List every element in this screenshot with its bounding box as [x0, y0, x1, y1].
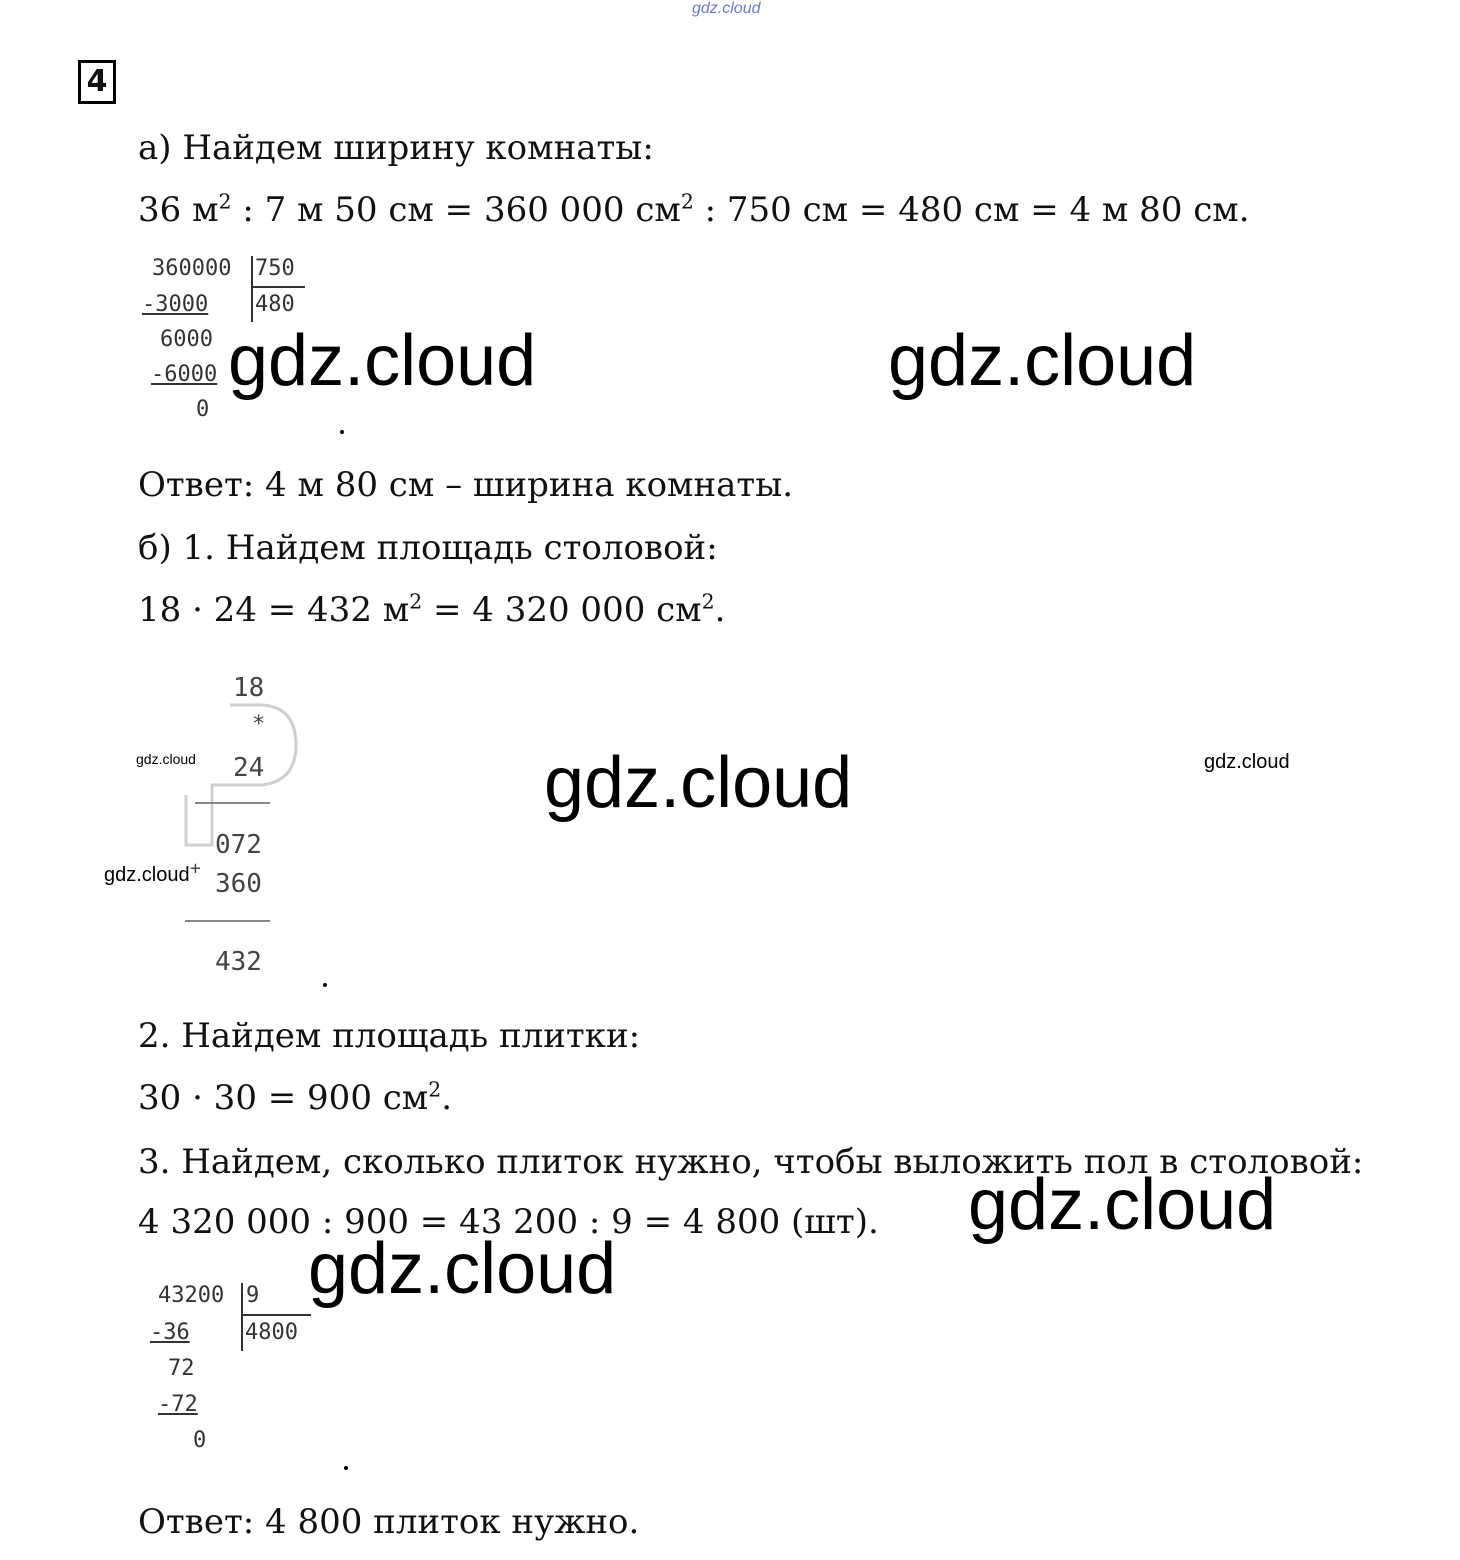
- div-a-dot: [340, 430, 344, 434]
- watermark-1: gdz.cloud: [228, 321, 537, 401]
- div-b-dot: [344, 1466, 348, 1470]
- part-b-step3: 3. Найдем, сколько плиток нужно, чтобы выложить пол в столовой:: [138, 1142, 1364, 1182]
- div-a-vertical-bar: [251, 256, 253, 322]
- div-a-sub1: -3000: [142, 292, 209, 317]
- part-b-equation1: [138, 590, 725, 630]
- mul-line-2: [185, 920, 270, 922]
- eq-a-part2: : 7 м 50 см = 360 000 см: [231, 190, 681, 230]
- eq-b2-part1: 30 · 30 = 900 см: [138, 1078, 429, 1118]
- watermark-top: gdz.cloud: [692, 0, 761, 17]
- mul-top: 18: [233, 673, 265, 703]
- div-a-dividend: 360000: [152, 256, 232, 281]
- part-a-equation: [138, 190, 1250, 230]
- eq-b1-sup2: 2: [701, 589, 715, 614]
- eq-a-sup1: 2: [218, 189, 232, 214]
- mul-dot: [323, 983, 327, 987]
- div-b-dividend: 43200: [158, 1283, 225, 1308]
- div-a-divisor: 750: [255, 256, 295, 281]
- part-b-equation3: 4 320 000 : 900 = 43 200 : 9 = 4 800 (шт).: [138, 1202, 879, 1242]
- mul-result: 432: [215, 947, 262, 977]
- mul-line-1: [195, 802, 270, 804]
- div-b-divisor: 9: [246, 1283, 260, 1308]
- watermark-5: gdz.cloud: [308, 1229, 617, 1309]
- div-b-rem2: 0: [193, 1428, 207, 1453]
- eq-a-part3: : 750 см = 480 см = 4 м 80 см.: [693, 190, 1250, 230]
- div-b-quotient-bar: [241, 1314, 311, 1316]
- eq-a-part1: 36 м: [138, 190, 219, 230]
- watermark-small-1: gdz.cloud: [136, 751, 196, 767]
- watermark-4: gdz.cloud: [968, 1165, 1277, 1245]
- watermark-3: gdz.cloud: [544, 743, 853, 823]
- eq-b2-part2: .: [441, 1078, 453, 1118]
- task-number: 4: [78, 60, 116, 104]
- watermark-small-2: gdz.cloud: [104, 864, 190, 886]
- div-b-quotient: 4800: [245, 1320, 298, 1345]
- div-a-rem1: 6000: [160, 327, 213, 352]
- watermark-small-3: gdz.cloud: [1204, 751, 1290, 773]
- div-a-rem2: 0: [196, 397, 210, 422]
- div-a-quotient: 480: [255, 292, 295, 317]
- div-b-sub1: -36: [150, 1320, 190, 1345]
- div-a-quotient-bar: [251, 286, 305, 288]
- part-b-step1: б) 1. Найдем площадь столовой:: [138, 528, 718, 568]
- part-b-step2: 2. Найдем площадь плитки:: [138, 1016, 641, 1056]
- part-a-answer: Ответ: 4 м 80 см – ширина комнаты.: [138, 465, 794, 505]
- mul-bottom: 24: [233, 753, 265, 783]
- mul-partial2: 360: [215, 869, 262, 899]
- eq-b1-part1: 18 · 24 = 432 м: [138, 590, 410, 630]
- div-b-rem1: 72: [168, 1356, 195, 1381]
- mul-sign: *: [252, 712, 266, 737]
- watermark-2: gdz.cloud: [888, 321, 1197, 401]
- div-a-sub2: -6000: [151, 362, 218, 387]
- part-b-answer: Ответ: 4 800 плиток нужно.: [138, 1502, 640, 1542]
- mul-partial1: 072: [215, 830, 262, 860]
- mul-plus: +: [190, 858, 201, 879]
- eq-b1-sup1: 2: [409, 589, 423, 614]
- eq-b2-sup: 2: [428, 1077, 442, 1102]
- part-a-intro: а) Найдем ширину комнаты:: [138, 128, 654, 168]
- eq-a-sup2: 2: [680, 189, 694, 214]
- eq-b1-part2: = 4 320 000 см: [422, 590, 702, 630]
- part-b-equation2: [138, 1078, 452, 1118]
- div-b-vertical-bar: [241, 1283, 243, 1351]
- mul-bracket-shape: [182, 695, 307, 850]
- div-b-sub2: -72: [158, 1392, 198, 1417]
- eq-b1-part3: .: [714, 590, 726, 630]
